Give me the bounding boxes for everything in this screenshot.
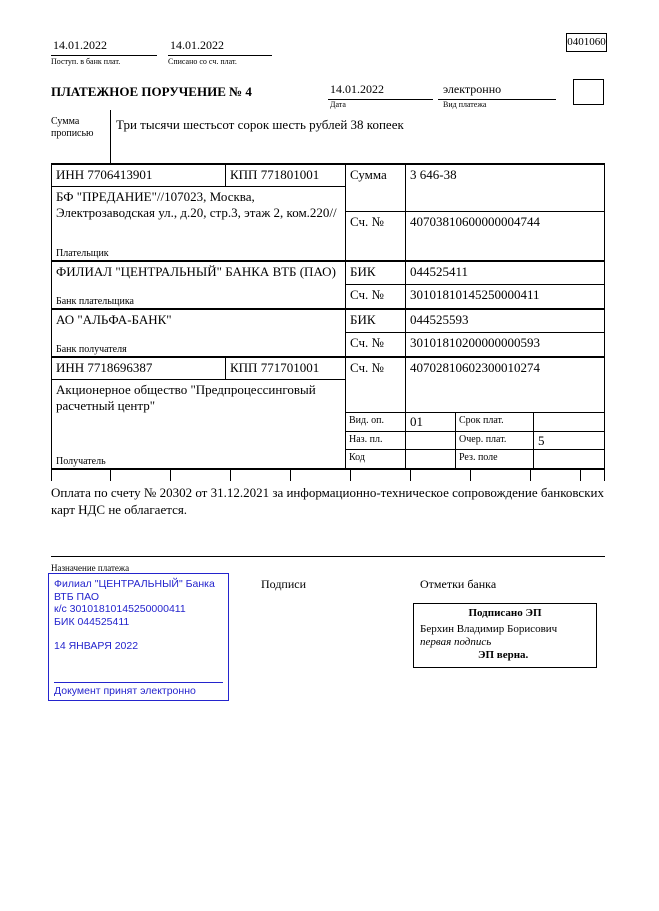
form-code-box: 0401060 bbox=[566, 33, 607, 52]
payee-account-number: 40702810602300010274 bbox=[410, 360, 540, 375]
bank-stamp-corr-account: к/с 30101810145250000411 bbox=[54, 603, 186, 615]
amount-words-divider bbox=[110, 110, 111, 163]
payer-bank-bik-label: БИК bbox=[346, 262, 406, 284]
payer-section-label: Плательщик bbox=[56, 248, 109, 259]
mark-cell bbox=[471, 470, 531, 481]
signer-name: Берхин Владимир Борисович bbox=[420, 623, 558, 635]
sum-value: 3 646-38 bbox=[410, 167, 457, 182]
reserve-field-value bbox=[534, 450, 604, 468]
payer-inn-kpp-row bbox=[52, 165, 345, 187]
signature-stamp-title: Подписано ЭП bbox=[468, 607, 542, 619]
payer-bank-bik-value: 044525411 bbox=[410, 264, 469, 279]
mark-cell bbox=[52, 470, 111, 481]
mark-cell bbox=[231, 470, 291, 481]
payee-name: Акционерное общество "Предпроцессинговый расчетный центр" bbox=[56, 382, 316, 413]
mark-cell bbox=[581, 470, 604, 481]
bank-stamp-bik: БИК 044525411 bbox=[54, 615, 130, 628]
signature-stamp bbox=[413, 603, 597, 668]
code-value bbox=[406, 450, 456, 468]
payer-bank-bik-row bbox=[346, 262, 604, 285]
op-type-row bbox=[346, 413, 604, 432]
payment-kind-code-box bbox=[573, 79, 604, 105]
reserve-field-label: Рез. поле bbox=[456, 450, 534, 468]
code-row bbox=[346, 450, 604, 468]
signatures-label: Подписи bbox=[261, 577, 307, 591]
due-date-label: Срок плат. bbox=[456, 413, 534, 431]
payee-bank-corr-value: 30101810200000000593 bbox=[410, 335, 540, 350]
op-type-value: 01 bbox=[406, 413, 456, 431]
payee-kpp: КПП 771701001 bbox=[230, 360, 320, 375]
payer-bank-corr-value: 30101810145250000411 bbox=[410, 287, 540, 302]
document-date-label: Дата bbox=[330, 100, 346, 109]
payer-bank-cell bbox=[52, 262, 345, 310]
payee-bank-name: АО "АЛЬФА-БАНК" bbox=[56, 312, 172, 327]
signature-role: первая подпись bbox=[420, 636, 492, 648]
payee-inn-kpp-row bbox=[52, 358, 345, 380]
mark-cell bbox=[411, 470, 471, 481]
bank-stamp bbox=[48, 573, 229, 701]
payment-purpose-label: Назначение платежа bbox=[51, 563, 130, 573]
marks-strip bbox=[51, 470, 605, 481]
payee-bank-corr-label: Сч. № bbox=[346, 333, 406, 356]
table-left-column bbox=[52, 165, 346, 468]
payment-purpose: Оплата по счету № 20302 от 31.12.2021 за информационно-техническое сопровождение банковских карт НДС не облагается. bbox=[51, 485, 604, 517]
payee-account-label: Сч. № bbox=[346, 358, 406, 412]
sum-row bbox=[346, 165, 604, 212]
payee-bank-bik-row bbox=[346, 310, 604, 333]
priority-value: 5 bbox=[538, 433, 545, 448]
sum-label: Сумма bbox=[346, 165, 406, 211]
code-label: Код bbox=[346, 450, 406, 468]
amount-words-label: Сумма прописью bbox=[51, 116, 94, 139]
debited-date: 14.01.2022 bbox=[168, 38, 272, 56]
bank-marks-label: Отметки банка bbox=[420, 577, 497, 591]
table-right-column bbox=[346, 165, 604, 468]
mark-cell bbox=[171, 470, 231, 481]
payer-bank-corr-row bbox=[346, 285, 604, 310]
payee-bank-bik-value: 044525593 bbox=[410, 312, 469, 327]
debited-date-label: Списано со сч. плат. bbox=[168, 57, 237, 66]
payee-bank-bik-label: БИК bbox=[346, 310, 406, 332]
bank-stamp-name: Филиал "ЦЕНТРАЛЬНЫЙ" Банка ВТБ ПАО bbox=[54, 578, 215, 603]
payee-account-row bbox=[346, 358, 604, 413]
payer-bank-name: ФИЛИАЛ "ЦЕНТРАЛЬНЫЙ" БАНКА ВТБ (ПАО) bbox=[56, 264, 336, 279]
payer-inn: ИНН 7706413901 bbox=[52, 165, 226, 186]
bank-stamp-footer: Документ принят электронно bbox=[54, 682, 223, 698]
received-date: 14.01.2022 bbox=[51, 38, 157, 56]
payer-cell bbox=[52, 187, 345, 262]
payee-section-label: Получатель bbox=[56, 456, 106, 467]
payee-bank-corr-row bbox=[346, 333, 604, 358]
purpose-code-value bbox=[406, 432, 456, 449]
mark-cell bbox=[531, 470, 581, 481]
op-type-label: Вид. оп. bbox=[346, 413, 406, 431]
document-date: 14.01.2022 bbox=[328, 82, 433, 100]
payer-name: БФ "ПРЕДАНИЕ"//107023, Москва, Электрозаводская ул., д.20, стр.3, этаж 2, ком.220// bbox=[56, 189, 337, 220]
document-title: ПЛАТЕЖНОЕ ПОРУЧЕНИЕ № 4 bbox=[51, 84, 252, 99]
payer-kpp: КПП 771801001 bbox=[230, 167, 320, 182]
received-date-label: Поступ. в банк плат. bbox=[51, 57, 121, 66]
payer-account-label: Сч. № bbox=[346, 212, 406, 260]
mark-cell bbox=[351, 470, 411, 481]
amount-words-value: Три тысячи шестьсот сорок шесть рублей 38 копеек bbox=[116, 117, 404, 132]
payee-bank-cell bbox=[52, 310, 345, 358]
payment-kind: электронно bbox=[438, 82, 556, 100]
payer-bank-section-label: Банк плательщика bbox=[56, 296, 134, 307]
priority-label: Очер. плат. bbox=[456, 432, 534, 449]
payee-cell bbox=[52, 380, 345, 468]
payment-kind-label: Вид платежа bbox=[443, 100, 487, 109]
bank-stamp-date: 14 ЯНВАРЯ 2022 bbox=[54, 640, 139, 652]
mark-cell bbox=[111, 470, 171, 481]
payer-bank-corr-label: Сч. № bbox=[346, 285, 406, 308]
payee-inn: ИНН 7718696387 bbox=[52, 358, 226, 379]
mark-cell bbox=[291, 470, 351, 481]
purpose-code-label: Наз. пл. bbox=[346, 432, 406, 449]
signature-status: ЭП верна. bbox=[478, 649, 529, 661]
payer-account-row bbox=[346, 212, 604, 262]
purpose-code-row bbox=[346, 432, 604, 450]
payment-table bbox=[51, 163, 605, 470]
payer-account-number: 40703810600000004744 bbox=[410, 214, 540, 229]
due-date-value bbox=[534, 413, 604, 431]
payee-bank-section-label: Банк получателя bbox=[56, 344, 127, 355]
